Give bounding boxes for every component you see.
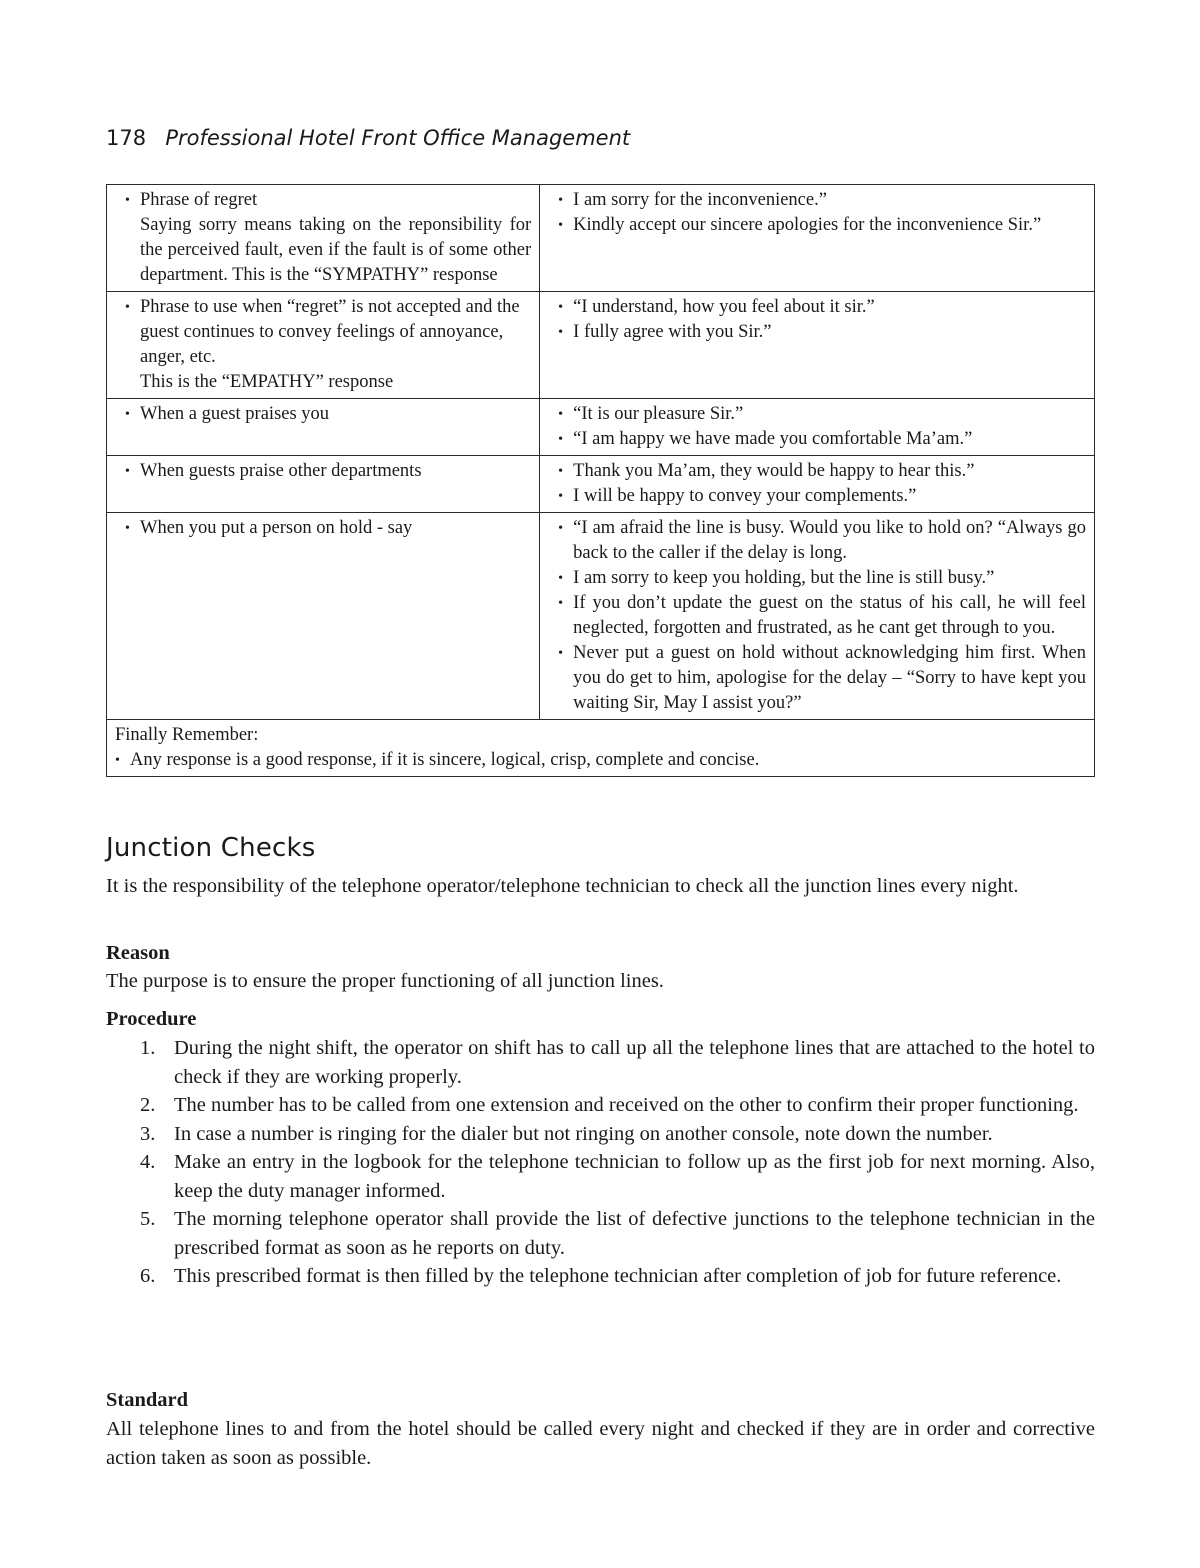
item-text: The morning telephone operator shall provide the list of defective junctions to the telephone technician in the prescribed format as soon as he reports on duty.: [174, 1208, 1095, 1259]
list-item: • “I understand, how you feel about it sir.”: [548, 295, 1086, 320]
item-text: In case a number is ringing for the dialer but not ringing on another console, note down the number.: [174, 1122, 993, 1145]
item-text: The number has to be called from one extension and received on the other to confirm their proper functioning.: [174, 1094, 1079, 1116]
table-cell-situation: [107, 292, 540, 399]
table-cell-footer: [107, 720, 1095, 777]
list-item: • If you don’t update the guest on the status of his call, he will feel neglected, forgotten and frustrated, as he cant get through to you.: [548, 591, 1086, 641]
item-text: During the night shift, the operator on shift has to call up all the telephone lines that are attached to the hotel to check if they are working properly.: [174, 1037, 1095, 1088]
table-cell-response: [540, 456, 1095, 513]
item-number: 3.: [140, 1122, 156, 1145]
table-row: [107, 513, 1095, 720]
item-number: 6.: [140, 1265, 156, 1287]
list-item: • I am sorry for the inconvenience.”: [548, 188, 1086, 213]
table-cell-situation: [107, 513, 540, 720]
item-number: 5.: [140, 1208, 156, 1230]
list-item: • “I am afraid the line is busy. Would you like to hold on? “Always go back to the caller if the delay is long.: [548, 516, 1086, 566]
table-row: [107, 456, 1095, 513]
footer-title: Finally Remember:: [115, 725, 259, 745]
list-item: [106, 1205, 1095, 1262]
list-item: [106, 1034, 1095, 1091]
table-cell-response: [540, 292, 1095, 399]
list-item: [106, 1120, 1095, 1149]
procedure-list: [106, 1034, 1095, 1291]
phrases-table: [106, 184, 1095, 777]
list-item: • “It is our pleasure Sir.”: [548, 402, 1086, 427]
list-item: • Any response is a good response, if it is sincere, logical, crisp, complete and concise.: [105, 748, 1086, 773]
table-row: [107, 185, 1095, 292]
list-item: • When guests praise other departments: [115, 459, 531, 484]
list-item: • Never put a guest on hold without acknowledging him first. When you do get to him, apologise for the delay – “Sorry to have kept you waiting Sir, May I assist you?”: [548, 641, 1086, 716]
table-row: [107, 292, 1095, 399]
table-cell-response: [540, 513, 1095, 720]
procedure-heading: Procedure: [106, 1008, 197, 1030]
list-item: • Thank you Ma’am, they would be happy to hear this.”: [548, 459, 1086, 484]
table-cell-situation: [107, 456, 540, 513]
list-item: • Kindly accept our sincere apologies for the inconvenience Sir.”: [548, 213, 1086, 238]
cell-note: Saying sorry means taking on the reponsibility for the perceived fault, even if the fault is of some other department. This is the “SYMPATHY” response: [140, 215, 532, 285]
list-item: • Phrase to use when “regret” is not accepted and the guest continues to convey feelings of annoyance, anger, etc.: [115, 295, 531, 370]
list-item: • “I am happy we have made you comfortable Ma’am.”: [548, 427, 1086, 452]
item-number: 1.: [140, 1037, 156, 1059]
standard-paragraph: All telephone lines to and from the hotel should be called every night and checked if they are in order and corrective action taken as soon as possible.: [106, 1418, 1095, 1469]
list-item: [106, 1148, 1095, 1205]
table-cell-response: [540, 185, 1095, 292]
table-footer-row: [107, 720, 1095, 777]
item-text: This prescribed format is then filled by the telephone technician after completion of job for future reference.: [174, 1265, 1062, 1287]
list-item: • I am sorry to keep you holding, but the line is still busy.”: [548, 566, 1086, 591]
cell-note: This is the “EMPATHY” response: [140, 372, 394, 392]
section-heading: Junction Checks: [106, 833, 316, 863]
table-cell-response: [540, 399, 1095, 456]
running-head: [106, 126, 1096, 151]
table-cell-situation: [107, 185, 540, 292]
list-item: • When you put a person on hold - say: [115, 516, 531, 541]
intro-paragraph: It is the responsibility of the telephone operator/telephone technician to check all the junction lines every night.: [106, 875, 1019, 897]
table-cell-situation: [107, 399, 540, 456]
list-item: • When a guest praises you: [115, 402, 531, 427]
reason-paragraph: The purpose is to ensure the proper functioning of all junction lines.: [106, 970, 664, 992]
item-text: Make an entry in the logbook for the telephone technician to follow up as the first job for next morning. Also, keep the duty manager informed.: [174, 1151, 1095, 1202]
item-number: 4.: [140, 1151, 156, 1173]
book-title: Professional Hotel Front Office Management: [165, 126, 631, 150]
list-item: • I will be happy to convey your complements.”: [548, 484, 1086, 509]
table-row: [107, 399, 1095, 456]
page-number: 178: [106, 126, 147, 150]
standard-heading: Standard: [106, 1389, 189, 1411]
item-number: 2.: [140, 1094, 156, 1116]
list-item: • Phrase of regret: [115, 188, 531, 213]
list-item: [106, 1262, 1095, 1291]
reason-heading: Reason: [106, 942, 170, 964]
list-item: • I fully agree with you Sir.”: [548, 320, 1086, 345]
list-item: [106, 1091, 1095, 1120]
